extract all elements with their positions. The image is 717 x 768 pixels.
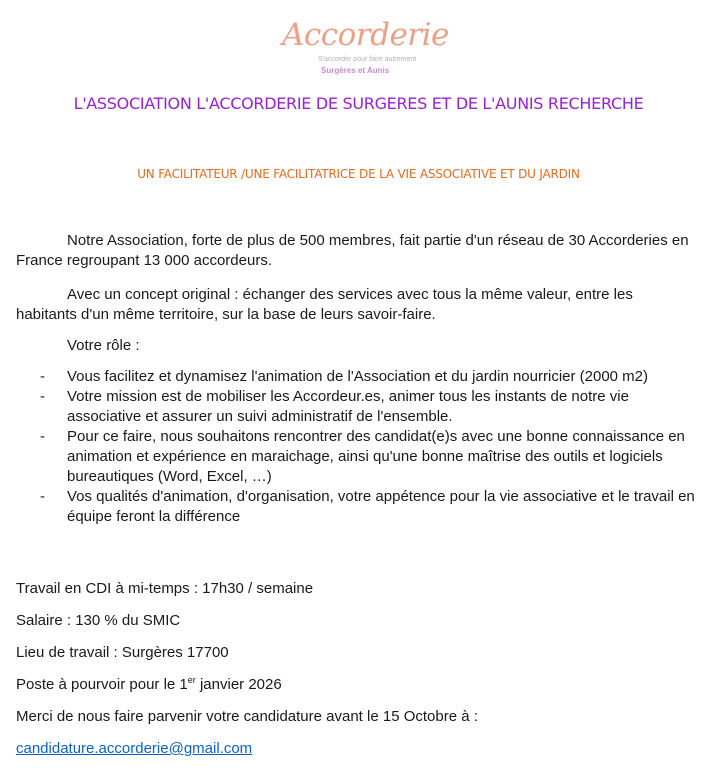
job-title: UN FACILITATEUR /UNE FACILITATRICE DE LA VIE ASSOCIATIVE ET DU JARDIN [137, 167, 580, 181]
bullet-marker: - [40, 428, 45, 445]
role-label: Votre rôle : [67, 337, 140, 354]
bullet-marker: - [40, 488, 45, 505]
salary-line: Salaire : 130 % du SMIC [16, 612, 181, 629]
role-list [16, 367, 706, 527]
email-link[interactable]: candidature.accorderie@gmail.com [16, 740, 253, 757]
start-prefix: Poste à pourvoir pour le 1 [16, 676, 188, 693]
concept-paragraph: Avec un concept original : échanger des services avec tous la même valeur, entre les habitants d'un même territoire, sur la base de leurs savoir-faire. [16, 286, 633, 323]
logo-place: Surgères et Aunis [321, 66, 390, 75]
list-item-text: Vous facilitez et dynamisez l'animation de l'Association et du jardin nourricier (2000 m2) [67, 368, 649, 385]
list-item-text: Pour ce faire, nous souhaitons rencontrer des candidat(e)s avec une bonne connaissance en animation et expérience en maraichage, ainsi qu'une bonne maîtrise des outils et logiciels bureautiques (Word, Excel, …) [67, 428, 685, 485]
list-item [16, 427, 706, 487]
contract-line: Travail en CDI à mi-temps : 17h30 / semaine [16, 580, 314, 597]
location-line: Lieu de travail : Surgères 17700 [16, 644, 229, 661]
logo-tagline: S'accorder pour faire autrement [318, 56, 417, 63]
list-item [16, 367, 706, 387]
list-item-text: Vos qualités d'animation, d'organisation, votre appétence pour la vie associative et le travail en équipe feront la différence [67, 488, 695, 525]
bullet-marker: - [40, 368, 45, 385]
intro-paragraph: Notre Association, forte de plus de 500 membres, fait partie d'un réseau de 30 Accorderies en France regroupant 13 000 accordeurs. [16, 232, 689, 269]
start-date-line [16, 675, 282, 695]
logo-brand: Accorderie [282, 17, 449, 53]
page-title: L'ASSOCIATION L'ACCORDERIE DE SURGERES ET DE L'AUNIS RECHERCHE [73, 94, 644, 113]
start-suffix: janvier 2026 [195, 676, 282, 693]
deadline-line: Merci de nous faire parvenir votre candidature avant le 15 Octobre à : [16, 708, 478, 725]
bullet-marker: - [40, 388, 45, 405]
list-item [16, 387, 706, 427]
list-item-text: Votre mission est de mobiliser les Accordeur.es, animer tous les instants de notre vie associative et assurer un suivi administratif de l'ensemble. [67, 388, 629, 425]
start-superscript: er [187, 675, 196, 685]
email-link-line [16, 739, 252, 759]
list-item [16, 487, 706, 527]
accorderie-logo [282, 10, 449, 75]
